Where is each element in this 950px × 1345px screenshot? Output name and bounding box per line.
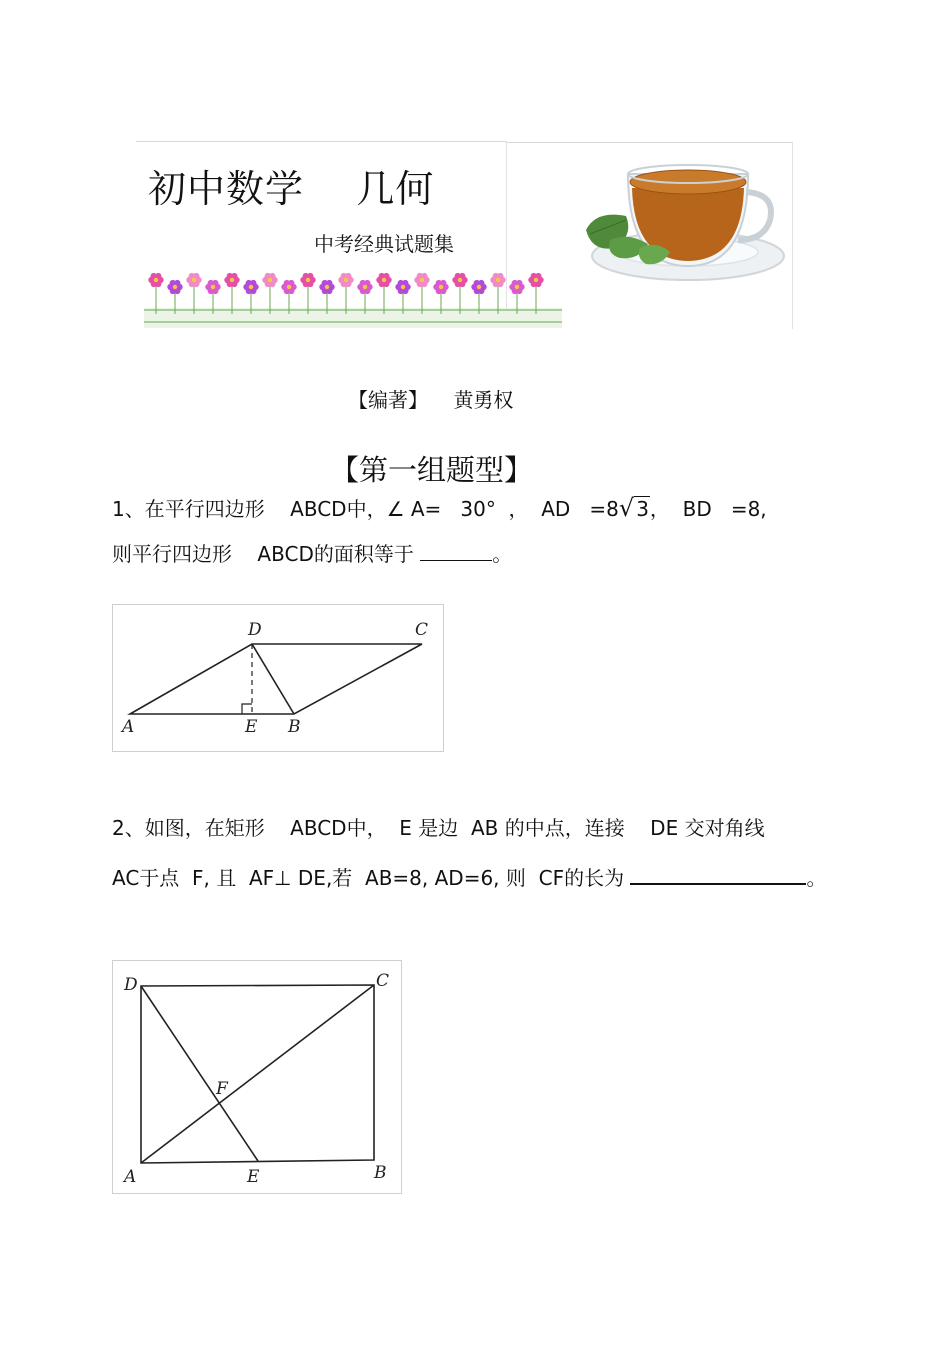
question2-line1: 2、如图，在矩形 ABCD中， E 是边 AB 的中点，连接 DE 交对角线 [112,816,765,840]
q1-line1-text: 1、在平行四边形 ABCD中，∠ A= 30° ， AD =8 [112,497,619,521]
fig2-label-a: A [124,1167,137,1187]
answer-blank-1[interactable] [420,544,492,561]
group-title: 【第一组题型】 [330,453,534,487]
fig2-label-f: F [216,1079,228,1099]
q2-line2-text: AC于点 F, 且 AF⊥ DE,若 AB=8, AD=6, 则 CF的长为 [112,866,631,890]
question1-line1 [112,494,767,523]
author-line [348,384,513,413]
q1-line1-tail: ， BD =8, [649,497,767,521]
question2-line2 [112,864,826,892]
author-name: 黄勇权 [453,388,514,412]
sqrt-radicand: 3 [636,497,649,521]
author-label: 【编著】 [348,388,428,412]
fig1-label-e: E [245,717,258,737]
fig1-label-b: B [288,717,301,737]
fig1-label-c: C [415,620,429,640]
flower-row [148,273,543,314]
sqrt-expression: √ 3 [618,494,649,522]
flower-border-image [144,262,562,328]
document-subtitle: 中考经典试题集 [314,232,454,256]
fig1-label-d: D [248,620,262,640]
answer-blank-2[interactable] [630,865,806,885]
figure-rectangle [112,960,402,1194]
q1-line2-end: 。 [492,542,513,566]
question1-line2 [112,540,512,568]
fig2-label-c: C [376,971,390,991]
figure-parallelogram [112,604,444,752]
fig2-label-d: D [124,975,138,995]
q1-line2-text: 则平行四边形 ABCD的面积等于 [112,542,421,566]
tea-cup-image [570,148,788,290]
q2-line2-end: 。 [806,866,827,890]
fig1-label-a: A [122,717,135,737]
fig2-label-e: E [247,1167,260,1187]
document-title: 初中数学 几何 [148,167,435,211]
fig2-label-b: B [374,1163,387,1183]
